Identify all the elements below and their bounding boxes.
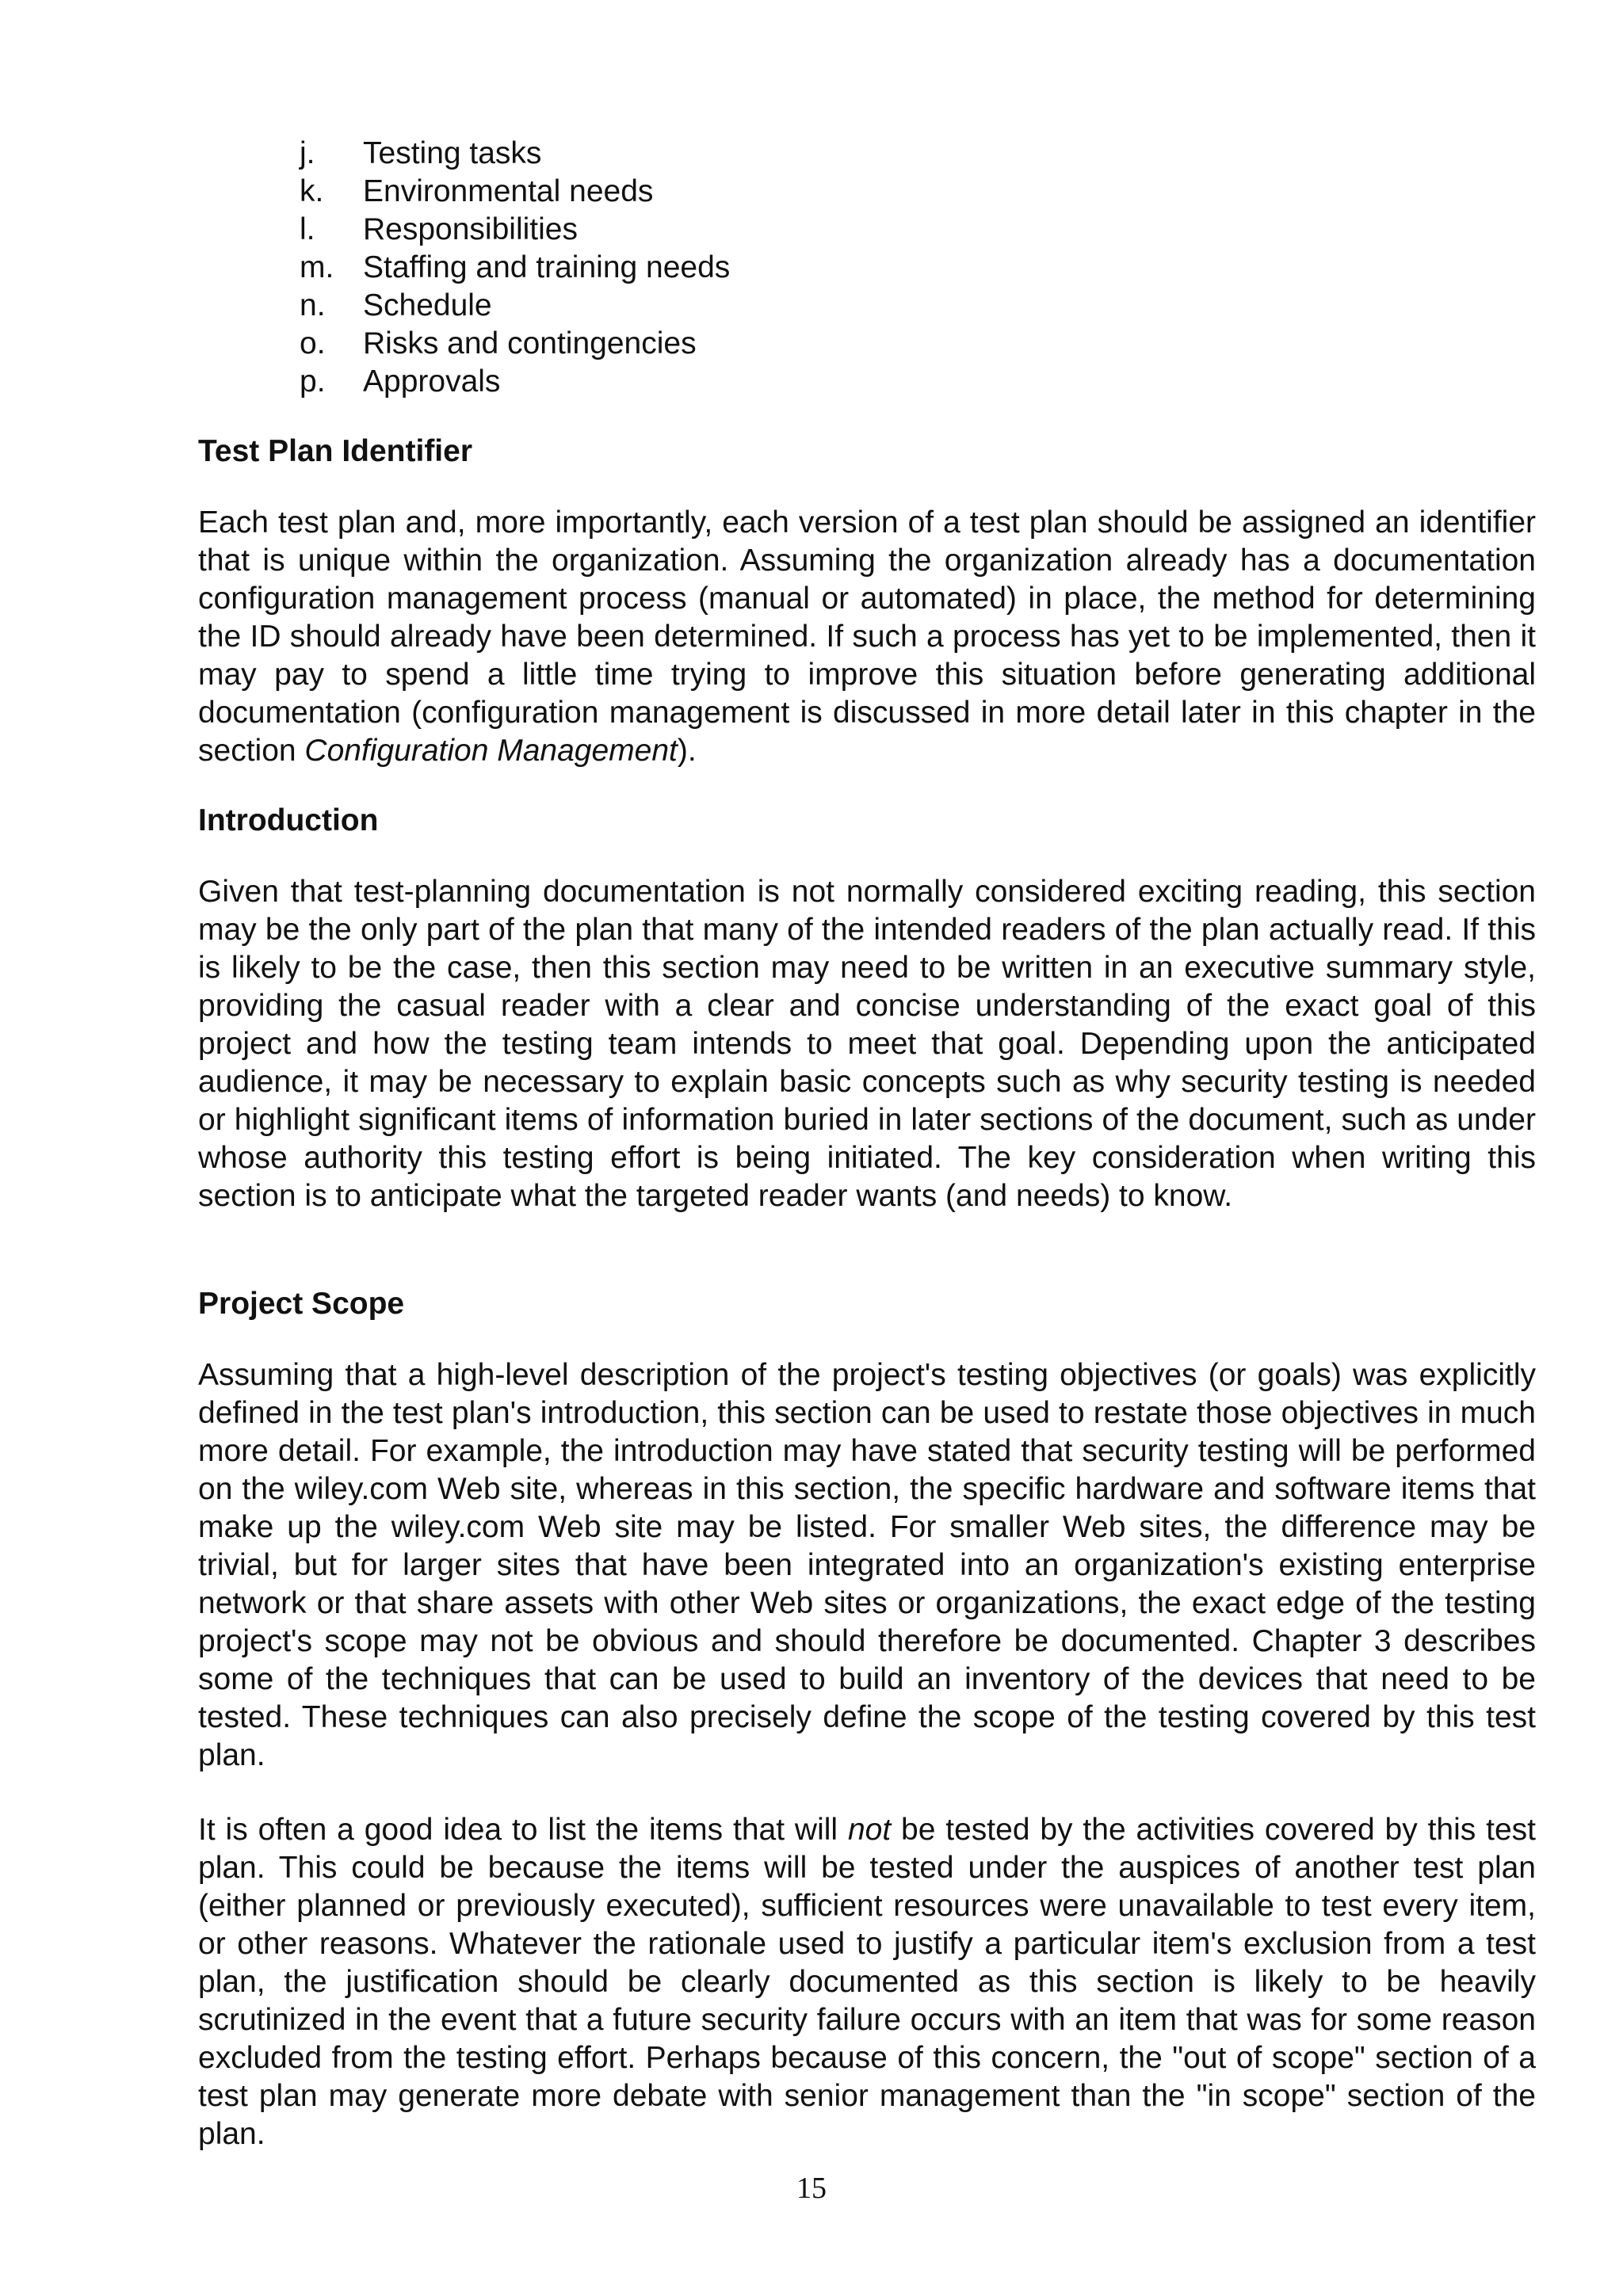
- list-text: Staffing and training needs: [363, 250, 731, 284]
- emphasis-text: Configuration Management: [304, 734, 678, 768]
- section-heading-project-scope: Project Scope: [198, 1287, 405, 1321]
- paragraph-introduction: Given that test-planning documentation is not normally considered exciting reading, this section may be the only part of the plan that many of the intended readers of the plan actually read. If this is likely to be the case, then this section may need to be written in an executive summary style, providing the casual reader with a clear and concise understanding of the exact goal of this project and how the testing team intends to meet that goal. Depending upon the anticipated audience, it may be necessary to explain basic concepts such as why security testing is needed or highlight significant items of information buried in later sections of the document, such as under whose authority this testing effort is being initiated. The key consideration when writing this section is to anticipate what the targeted reader wants (and needs) to know.: [198, 875, 1536, 1213]
- list-item: [300, 211, 730, 249]
- emphasis-text: not: [847, 1813, 892, 1847]
- list-text: Approvals: [363, 364, 501, 399]
- paragraph-project-scope-2: [198, 1811, 1536, 2153]
- list-marker: l.: [300, 212, 315, 246]
- outline-list: [300, 135, 730, 401]
- list-text: Environmental needs: [363, 174, 654, 208]
- paragraph-test-plan-identifier: [198, 504, 1536, 770]
- list-text: Risks and contingencies: [363, 326, 697, 360]
- paragraph-text: Each test plan and, more importantly, each version of a test plan should be assigned an identifier that is unique within the organization. Assuming the organization already has a documentation configuration management process (manual or automated) in place, the method for determining the ID should already have been determined. If such a process has yet to be implemented, then it may pay to spend a little time trying to improve this situation before generating additional documentation (configuration management is discussed in more detail later in this chapter in the section: [198, 505, 1536, 768]
- list-marker: k.: [300, 174, 324, 208]
- list-item: [300, 363, 730, 401]
- list-marker: n.: [300, 288, 326, 322]
- list-item: [300, 135, 730, 173]
- section-heading-test-plan-identifier: Test Plan Identifier: [198, 434, 473, 468]
- list-item: [300, 287, 730, 325]
- section-heading-introduction: Introduction: [198, 803, 379, 837]
- paragraph-text: ).: [677, 734, 697, 768]
- list-item: [300, 173, 730, 211]
- list-text: Schedule: [363, 288, 492, 322]
- list-item: [300, 325, 730, 363]
- list-marker: p.: [300, 364, 326, 399]
- paragraph-text: It is often a good idea to list the items that will: [198, 1813, 848, 1847]
- list-marker: m.: [300, 250, 334, 284]
- list-marker: o.: [300, 326, 326, 360]
- list-text: Responsibilities: [363, 212, 578, 246]
- list-text: Testing tasks: [363, 136, 542, 170]
- page-number: 15: [796, 2172, 827, 2205]
- paragraph-text: be tested by the activities covered by this test plan. This could be because the items will be tested under the auspices of another test plan (either planned or previously executed), sufficient resources were unavailable to test every item, or other reasons. Whatever the rationale used to justify a particular item's exclusion from a test plan, the justification should be clearly documented as this section is likely to be heavily scrutinized in the event that a future security failure occurs with an item that was for some reason excluded from the testing effort. Perhaps because of this concern, the "out of scope" section of a test plan may generate more debate with senior management than the "in scope" section of the plan.: [198, 1813, 1537, 2151]
- paragraph-project-scope-1: Assuming that a high-level description of the project's testing objectives (or goals) was explicitly defined in the test plan's introduction, this section can be used to restate those objectives in much more detail. For example, the introduction may have stated that security testing will be performed on the wiley.com Web site, whereas in this section, the specific hardware and software items that make up the wiley.com Web site may be listed. For smaller Web sites, the difference may be trivial, but for larger sites that have been integrated into an organization's existing enterprise network or that share assets with other Web sites or organizations, the exact edge of the testing project's scope may not be obvious and should therefore be documented. Chapter 3 describes some of the techniques that can be used to build an inventory of the devices that need to be tested. These techniques can also precisely define the scope of the testing covered by this test plan.: [198, 1358, 1536, 1772]
- list-item: [300, 249, 730, 287]
- list-marker: j.: [300, 136, 315, 170]
